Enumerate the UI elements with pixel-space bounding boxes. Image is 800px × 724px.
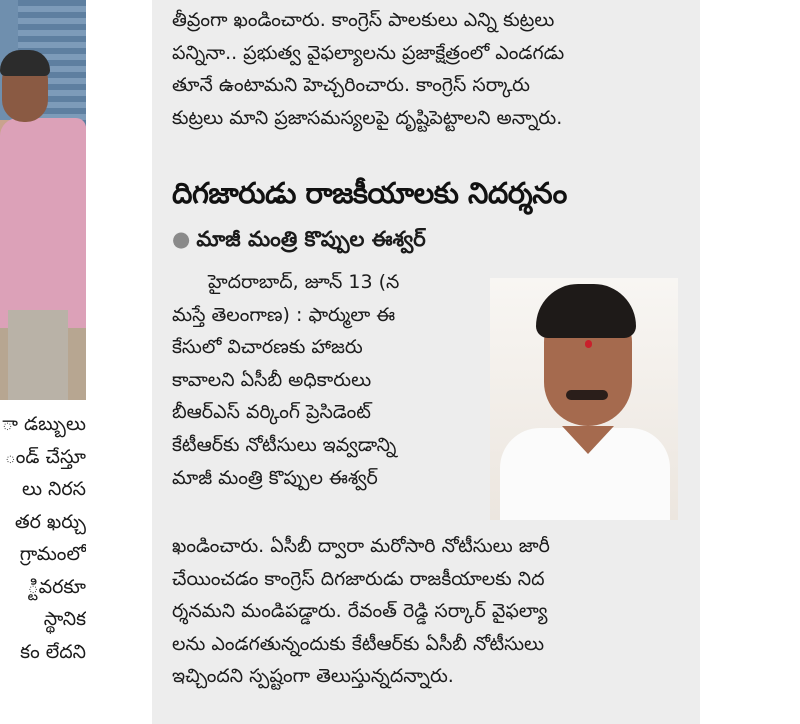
article-byline [172, 224, 692, 254]
portrait-tilak [585, 340, 592, 348]
top-paragraph [172, 4, 690, 134]
paragraph-line: కేసులో విచారణకు హాజరు [172, 336, 363, 359]
wrapped-paragraph [172, 266, 482, 494]
full-paragraph [172, 530, 690, 693]
paragraph-line: హైదరాబాద్, జూన్ 13 (న [208, 271, 400, 293]
column-gutter [86, 0, 152, 724]
article-column [152, 0, 700, 724]
left-column-line: ండ్ చేస్తూ [4, 445, 86, 468]
paragraph-line: తీవ్రంగా ఖండించారు. కాంగ్రెస్ పాలకులు ఎన్ని కుట్రలు [172, 9, 555, 31]
man-trousers [8, 310, 68, 400]
bullet-icon: ● [172, 227, 191, 251]
paragraph-line: మాజీ మంత్రి కొప్పుల ఈశ్వర్ [172, 466, 378, 489]
left-column-text [0, 408, 86, 668]
byline-text: మాజీ మంత్రి కొప్పుల ఈశ్వర్ [196, 227, 426, 251]
left-column-line: తర ఖర్చు [14, 510, 86, 533]
paragraph-line: మస్తే తెలంగాణ) : ఫార్ములా ఈ [172, 303, 396, 326]
paragraph-line: లను ఎండగతున్నందుకు కేటీఆర్‌కు ఏసీబీ నోటీసులు [172, 632, 545, 655]
left-column-line: ్టివరకూ [27, 575, 86, 598]
portrait-mustache [566, 390, 608, 400]
paragraph-line: బీఆర్ఎస్ వర్కింగ్ ప్రెసిడెంట్ [172, 401, 371, 424]
koppula-eshwar-portrait [490, 278, 678, 520]
paragraph-line: చేయించడం కాంగ్రెస్ దిగజారుడు రాజకీయాలకు నిద [172, 567, 545, 590]
left-column-line: స్థానిక [43, 608, 86, 630]
man-hair [0, 50, 50, 76]
man-shirt [0, 118, 86, 328]
paragraph-line: తూనే ఉంటామని హెచ్చరించారు. కాంగ్రెస్ సర్కారు [172, 74, 530, 97]
left-column-line: గ్రామంలో [19, 543, 86, 565]
paragraph-line: కుట్రలు మాని ప్రజాసమస్యలపై దృష్టిపెట్టాలని అన్నారు. [172, 106, 563, 129]
paragraph-line: ఖండించారు. ఏసీబీ ద్వారా మరోసారి నోటీసులు జారీ [172, 535, 550, 557]
paragraph-line: ర్శనమని మండిపడ్డారు. రేవంత్ రెడ్డి సర్కార్ వైఫల్యా [172, 600, 548, 623]
paragraph-line: ఇచ్చిందని స్పష్టంగా తెలుస్తున్నదన్నారు. [172, 665, 454, 688]
article-headline: దిగజారుడు రాజకీయాలకు నిదర్శనం [172, 176, 567, 210]
right-margin [700, 0, 800, 724]
left-news-photo [0, 0, 86, 400]
paragraph-line: కేటీఆర్‌కు నోటీసులు ఇవ్వడాన్ని [172, 433, 397, 456]
left-column-line: కం లేదని [20, 640, 86, 663]
paragraph-line: పన్నినా.. ప్రభుత్వ వైఫల్యాలను ప్రజాక్షేత్రంలో ఎండగడు [172, 41, 565, 64]
left-column-line: లు నిరస [21, 478, 86, 500]
paragraph-line: కావాలని ఏసీబీ అధికారులు [172, 368, 372, 391]
left-column-line: ా డబ్బులు [2, 413, 86, 435]
